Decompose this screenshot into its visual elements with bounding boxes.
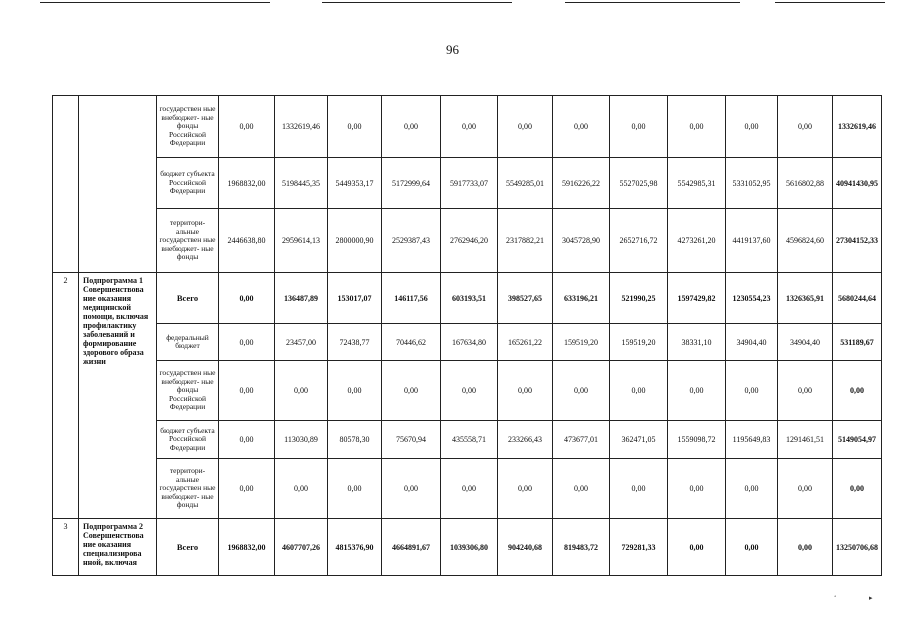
table-row <box>53 361 882 421</box>
total-value-cell: 531189,67 <box>833 324 882 361</box>
value-cell: 0,00 <box>219 96 275 158</box>
funding-source: бюджет субъекта Российской Федерации <box>157 158 219 209</box>
row-number <box>53 96 79 273</box>
program-name: Подпрограмма 1 Совершенствова ние оказания медицинской помощи, включая профилактику заболеваний и формирование здорового образа жизни <box>79 273 157 519</box>
value-cell: 0,00 <box>382 459 441 519</box>
budget-table <box>52 95 882 576</box>
value-cell: 0,00 <box>498 361 553 421</box>
total-value-cell: 5149054,97 <box>833 421 882 459</box>
value-cell: 5449353,17 <box>328 158 382 209</box>
value-cell: 80578,30 <box>328 421 382 459</box>
value-cell: 0,00 <box>275 361 328 421</box>
value-cell: 4664891,67 <box>382 519 441 576</box>
value-cell: 70446,62 <box>382 324 441 361</box>
value-cell: 0,00 <box>441 96 498 158</box>
value-cell: 4273261,20 <box>668 209 726 273</box>
total-value-cell: 1332619,46 <box>833 96 882 158</box>
value-cell: 0,00 <box>726 96 778 158</box>
value-cell: 0,00 <box>219 459 275 519</box>
value-cell: 0,00 <box>328 96 382 158</box>
value-cell: 5172999,64 <box>382 158 441 209</box>
value-cell: 233266,43 <box>498 421 553 459</box>
value-cell: 0,00 <box>668 361 726 421</box>
value-cell: 0,00 <box>441 361 498 421</box>
value-cell: 34904,40 <box>778 324 833 361</box>
value-cell: 0,00 <box>441 459 498 519</box>
value-cell: 0,00 <box>668 519 726 576</box>
table-row <box>53 519 882 576</box>
value-cell: 435558,71 <box>441 421 498 459</box>
value-cell: 146117,56 <box>382 273 441 324</box>
value-cell: 0,00 <box>219 421 275 459</box>
value-cell: 521990,25 <box>610 273 668 324</box>
value-cell: 0,00 <box>328 459 382 519</box>
table-row <box>53 273 882 324</box>
value-cell: 159519,20 <box>610 324 668 361</box>
value-cell: 4419137,60 <box>726 209 778 273</box>
value-cell: 0,00 <box>778 519 833 576</box>
total-value-cell: 13250706,68 <box>833 519 882 576</box>
funding-source: государствен ные внебюджет- ные фонды Российской Федерации <box>157 96 219 158</box>
value-cell: 38331,10 <box>668 324 726 361</box>
value-cell: 2762946,20 <box>441 209 498 273</box>
value-cell: 603193,51 <box>441 273 498 324</box>
value-cell: 165261,22 <box>498 324 553 361</box>
funding-source: Всего <box>157 519 219 576</box>
value-cell: 0,00 <box>668 96 726 158</box>
program-name: Подпрограмма 2 Совершенствова ние оказания специализирова нной, включая <box>79 519 157 576</box>
value-cell: 0,00 <box>778 96 833 158</box>
value-cell: 2446638,80 <box>219 209 275 273</box>
value-cell: 167634,80 <box>441 324 498 361</box>
value-cell: 2959614,13 <box>275 209 328 273</box>
value-cell: 3045728,90 <box>553 209 610 273</box>
row-number: 2 <box>53 273 79 519</box>
value-cell: 362471,05 <box>610 421 668 459</box>
value-cell: 159519,20 <box>553 324 610 361</box>
value-cell: 5916226,22 <box>553 158 610 209</box>
value-cell: 0,00 <box>610 361 668 421</box>
funding-source: бюджет субъекта Российской Федерации <box>157 421 219 459</box>
page-number: 96 <box>446 42 459 57</box>
table-row <box>53 96 882 158</box>
value-cell: 1039306,80 <box>441 519 498 576</box>
value-cell: 136487,89 <box>275 273 328 324</box>
program-name <box>79 96 157 273</box>
value-cell: 0,00 <box>275 459 328 519</box>
funding-source: Всего <box>157 273 219 324</box>
value-cell: 153017,07 <box>328 273 382 324</box>
row-number: 3 <box>53 519 79 576</box>
value-cell: 0,00 <box>219 361 275 421</box>
value-cell: 0,00 <box>498 96 553 158</box>
value-cell: 34904,40 <box>726 324 778 361</box>
value-cell: 1326365,91 <box>778 273 833 324</box>
value-cell: 1195649,83 <box>726 421 778 459</box>
value-cell: 819483,72 <box>553 519 610 576</box>
value-cell: 398527,65 <box>498 273 553 324</box>
funding-source: федеральный бюджет <box>157 324 219 361</box>
value-cell: 5616802,88 <box>778 158 833 209</box>
value-cell: 5198445,35 <box>275 158 328 209</box>
value-cell: 5542985,31 <box>668 158 726 209</box>
value-cell: 0,00 <box>726 459 778 519</box>
value-cell: 2800000,90 <box>328 209 382 273</box>
value-cell: 0,00 <box>382 361 441 421</box>
value-cell: 4596824,60 <box>778 209 833 273</box>
value-cell: 0,00 <box>610 96 668 158</box>
total-value-cell: 27304152,33 <box>833 209 882 273</box>
top-rule-1 <box>40 2 270 3</box>
value-cell: 1332619,46 <box>275 96 328 158</box>
value-cell: 1291461,51 <box>778 421 833 459</box>
value-cell: 5917733,07 <box>441 158 498 209</box>
value-cell: 5549285,01 <box>498 158 553 209</box>
value-cell: 5331052,95 <box>726 158 778 209</box>
value-cell: 4815376,90 <box>328 519 382 576</box>
value-cell: 1230554,23 <box>726 273 778 324</box>
value-cell: 2652716,72 <box>610 209 668 273</box>
value-cell: 2317882,21 <box>498 209 553 273</box>
value-cell: 23457,00 <box>275 324 328 361</box>
value-cell: 1597429,82 <box>668 273 726 324</box>
value-cell: 0,00 <box>219 273 275 324</box>
value-cell: 1559098,72 <box>668 421 726 459</box>
value-cell: 473677,01 <box>553 421 610 459</box>
value-cell: 0,00 <box>553 361 610 421</box>
funding-source: территори- альные государствен ные внебюджет- ные фонды <box>157 209 219 273</box>
value-cell: 5527025,98 <box>610 158 668 209</box>
margin-mark-2: ▸ <box>869 594 873 602</box>
table-row <box>53 158 882 209</box>
value-cell: 113030,89 <box>275 421 328 459</box>
value-cell: 0,00 <box>553 96 610 158</box>
value-cell: 2529387,43 <box>382 209 441 273</box>
funding-source: территори- альные государствен ные внебюджет- ные фонды <box>157 459 219 519</box>
value-cell: 904240,68 <box>498 519 553 576</box>
value-cell: 0,00 <box>726 519 778 576</box>
value-cell: 633196,21 <box>553 273 610 324</box>
value-cell: 0,00 <box>778 459 833 519</box>
value-cell: 0,00 <box>668 459 726 519</box>
table-row <box>53 459 882 519</box>
table-row <box>53 421 882 459</box>
value-cell: 0,00 <box>219 324 275 361</box>
total-value-cell: 5680244,64 <box>833 273 882 324</box>
total-value-cell: 0,00 <box>833 459 882 519</box>
value-cell: 1968832,00 <box>219 519 275 576</box>
value-cell: 1968832,00 <box>219 158 275 209</box>
value-cell: 72438,77 <box>328 324 382 361</box>
table-row <box>53 209 882 273</box>
value-cell: 75670,94 <box>382 421 441 459</box>
total-value-cell: 40941430,95 <box>833 158 882 209</box>
value-cell: 0,00 <box>328 361 382 421</box>
margin-mark-1: ‘ <box>834 594 837 602</box>
top-rule-3 <box>565 2 740 3</box>
value-cell: 4607707,26 <box>275 519 328 576</box>
top-rule-2 <box>322 2 512 3</box>
top-rule-4 <box>775 2 885 3</box>
value-cell: 0,00 <box>498 459 553 519</box>
total-value-cell: 0,00 <box>833 361 882 421</box>
value-cell: 0,00 <box>778 361 833 421</box>
value-cell: 729281,33 <box>610 519 668 576</box>
funding-source: государствен ные внебюджет- ные фонды Российской Федерации <box>157 361 219 421</box>
value-cell: 0,00 <box>726 361 778 421</box>
value-cell: 0,00 <box>610 459 668 519</box>
value-cell: 0,00 <box>382 96 441 158</box>
value-cell: 0,00 <box>553 459 610 519</box>
table-row <box>53 324 882 361</box>
